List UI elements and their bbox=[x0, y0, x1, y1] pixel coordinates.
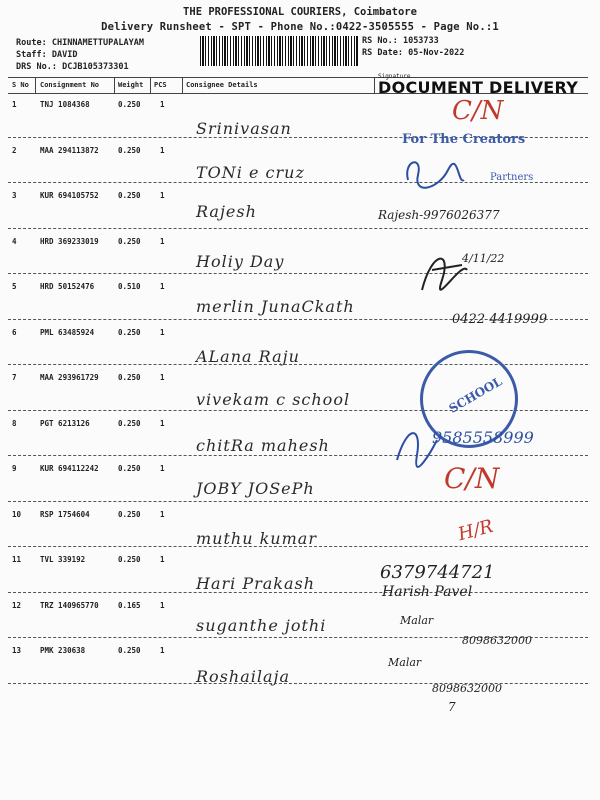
rs-date-value: 05-Nov-2022 bbox=[408, 48, 465, 58]
runsheet-subtitle: Delivery Runsheet - SPT - Phone No.:0422-3505555 - Page No.:1 bbox=[101, 21, 499, 33]
date-row-4: 4/11/22 bbox=[462, 252, 505, 265]
creators-stamp-sub: Partners bbox=[490, 172, 534, 183]
col-signature: Signature bbox=[378, 73, 411, 80]
row-weight: 0.250 bbox=[118, 145, 141, 155]
row-consignment: MAA 293961729 bbox=[40, 373, 99, 382]
staff-value: DAVID bbox=[51, 50, 78, 60]
rs-no-value: 1053733 bbox=[402, 36, 439, 46]
row-sno: 1 bbox=[12, 100, 17, 109]
row-consignee: muthu kumar bbox=[196, 528, 317, 548]
row-pcs: 1 bbox=[160, 418, 165, 428]
row-consignee: Roshailaja bbox=[196, 667, 291, 686]
row-separator bbox=[8, 455, 588, 456]
row-consignee: Rajesh bbox=[196, 202, 257, 221]
row-consignment: MAA 294113872 bbox=[40, 145, 99, 155]
cn-mark-1: C/N bbox=[452, 96, 504, 126]
cn-mark-2: C/N bbox=[444, 462, 500, 495]
phone-row-13: 8098632000 bbox=[432, 682, 502, 695]
row-consignment: HRD 369233019 bbox=[40, 236, 99, 246]
route-line bbox=[16, 38, 144, 49]
staff-label: Staff: bbox=[16, 50, 47, 60]
row-separator bbox=[8, 273, 588, 274]
table-header-rule bbox=[8, 93, 588, 94]
col-rule bbox=[150, 77, 151, 93]
row-sno: 3 bbox=[12, 191, 17, 200]
route-label: Route: bbox=[16, 38, 47, 48]
phone-row-12: 8098632000 bbox=[462, 634, 532, 647]
staff-line bbox=[16, 50, 77, 61]
row-pcs: 1 bbox=[160, 646, 165, 655]
drs-value: DCJB105373301 bbox=[62, 62, 129, 72]
company-title: THE PROFESSIONAL COURIERS, Coimbatore bbox=[183, 6, 417, 18]
malar-row-13: Malar bbox=[388, 656, 422, 669]
col-rule bbox=[114, 77, 115, 93]
row-weight: 0.510 bbox=[118, 282, 141, 291]
rs-date-line bbox=[362, 48, 464, 59]
row-sno: 8 bbox=[12, 418, 17, 428]
row-pcs: 1 bbox=[160, 282, 165, 291]
row-pcs: 1 bbox=[160, 600, 165, 610]
row-weight: 0.250 bbox=[118, 100, 141, 109]
row-weight: 0.250 bbox=[118, 555, 141, 564]
creators-stamp-title: For The Creators bbox=[402, 132, 526, 147]
row-weight: 0.250 bbox=[118, 509, 141, 519]
col-weight: Weight bbox=[118, 81, 144, 89]
row-pcs: 1 bbox=[160, 236, 165, 246]
row-consignment: PML 63485924 bbox=[40, 327, 95, 337]
row-consignee: Holiy Day bbox=[196, 251, 285, 271]
row-weight: 0.250 bbox=[118, 373, 141, 382]
route-value: CHINNAMETTUPALAYAM bbox=[51, 38, 144, 48]
hr-mark: H/R bbox=[455, 515, 496, 546]
row-consignee: ALana Raju bbox=[196, 346, 300, 366]
row-sno: 2 bbox=[12, 145, 17, 155]
row-consignment: PGT 6213126 bbox=[40, 418, 90, 428]
barcode bbox=[200, 36, 358, 66]
row-sno: 6 bbox=[12, 327, 17, 337]
row-consignee: chitRa mahesh bbox=[196, 435, 330, 455]
row-separator bbox=[8, 228, 588, 229]
malar-row-12: Malar bbox=[400, 614, 434, 627]
row-weight: 0.250 bbox=[118, 418, 141, 428]
row-sno: 13 bbox=[12, 646, 22, 655]
row-consignee: vivekam c school bbox=[196, 390, 351, 409]
row-pcs: 1 bbox=[160, 100, 165, 109]
row-pcs: 1 bbox=[160, 373, 165, 382]
rs-no-line bbox=[362, 36, 439, 47]
row-consignment: TRZ 140965770 bbox=[40, 600, 99, 610]
row-pcs: 1 bbox=[160, 509, 165, 519]
row-consignee: Srinivasan bbox=[196, 119, 292, 138]
row-consignment: TVL 339192 bbox=[40, 555, 86, 564]
row-weight: 0.250 bbox=[118, 646, 141, 655]
phone-row-8: 9585558999 bbox=[432, 428, 534, 447]
document-delivery-stamp: DOCUMENT DELIVERY bbox=[378, 78, 579, 97]
row-pcs: 1 bbox=[160, 145, 165, 155]
row-sno: 7 bbox=[12, 373, 17, 382]
phone-row-11: 6379744721 bbox=[380, 562, 495, 583]
row-consignee: merlin JunaCkath bbox=[196, 297, 355, 316]
row-pcs: 1 bbox=[160, 191, 165, 200]
col-pcs: PCS bbox=[154, 81, 167, 89]
row-sno: 11 bbox=[12, 555, 22, 564]
school-stamp-text: SCHOOL bbox=[446, 374, 505, 416]
row-weight: 0.250 bbox=[118, 464, 141, 473]
row-pcs: 1 bbox=[160, 327, 165, 337]
row-sno: 10 bbox=[12, 509, 22, 519]
row-consignment: KUR 694112242 bbox=[40, 464, 99, 473]
row-separator bbox=[8, 592, 588, 593]
row-consignment: RSP 1754604 bbox=[40, 509, 90, 519]
signature-mark bbox=[398, 150, 468, 195]
row-consignment: PMK 230638 bbox=[40, 646, 86, 655]
row-weight: 0.250 bbox=[118, 327, 141, 337]
col-consignment: Consignment No bbox=[40, 81, 100, 89]
col-consignee: Consignee Details bbox=[186, 81, 258, 89]
row-consignee: suganthe jothi bbox=[196, 615, 327, 635]
drs-label: DRS No.: bbox=[16, 62, 57, 72]
col-rule bbox=[35, 77, 36, 93]
row-consignee: TONi e cruz bbox=[196, 162, 305, 182]
rs-date-label: RS Date: bbox=[362, 48, 403, 58]
col-rule bbox=[374, 77, 375, 93]
signature-row-8 bbox=[392, 420, 442, 470]
row-sno: 9 bbox=[12, 464, 17, 473]
phone-row-5: 0422 4419999 bbox=[452, 312, 548, 327]
signature-scribble bbox=[412, 240, 472, 300]
row-sno: 5 bbox=[12, 282, 17, 291]
row-separator bbox=[8, 501, 588, 502]
row-weight: 0.165 bbox=[118, 600, 141, 610]
row-weight: 0.250 bbox=[118, 191, 141, 200]
drs-line bbox=[16, 62, 129, 73]
row-sno: 4 bbox=[12, 236, 17, 246]
phone-rajesh: Rajesh-9976026377 bbox=[378, 208, 500, 222]
row-separator bbox=[8, 546, 588, 547]
row-sno: 12 bbox=[12, 600, 22, 610]
mark-row-13: 7 bbox=[448, 700, 456, 714]
row-consignee: JOBY JOSePh bbox=[196, 479, 315, 498]
sign-row-11: Harish Pavel bbox=[382, 584, 473, 600]
rs-no-label: RS No.: bbox=[362, 36, 398, 46]
col-sno: S No bbox=[12, 81, 29, 89]
row-pcs: 1 bbox=[160, 464, 165, 473]
row-consignment: TNJ 1084368 bbox=[40, 100, 90, 109]
col-rule bbox=[182, 77, 183, 93]
row-consignee: Hari Prakash bbox=[196, 574, 316, 593]
row-weight: 0.250 bbox=[118, 236, 141, 246]
row-pcs: 1 bbox=[160, 555, 165, 564]
row-consignment: KUR 694105752 bbox=[40, 191, 99, 200]
row-consignment: HRD 50152476 bbox=[40, 282, 95, 291]
